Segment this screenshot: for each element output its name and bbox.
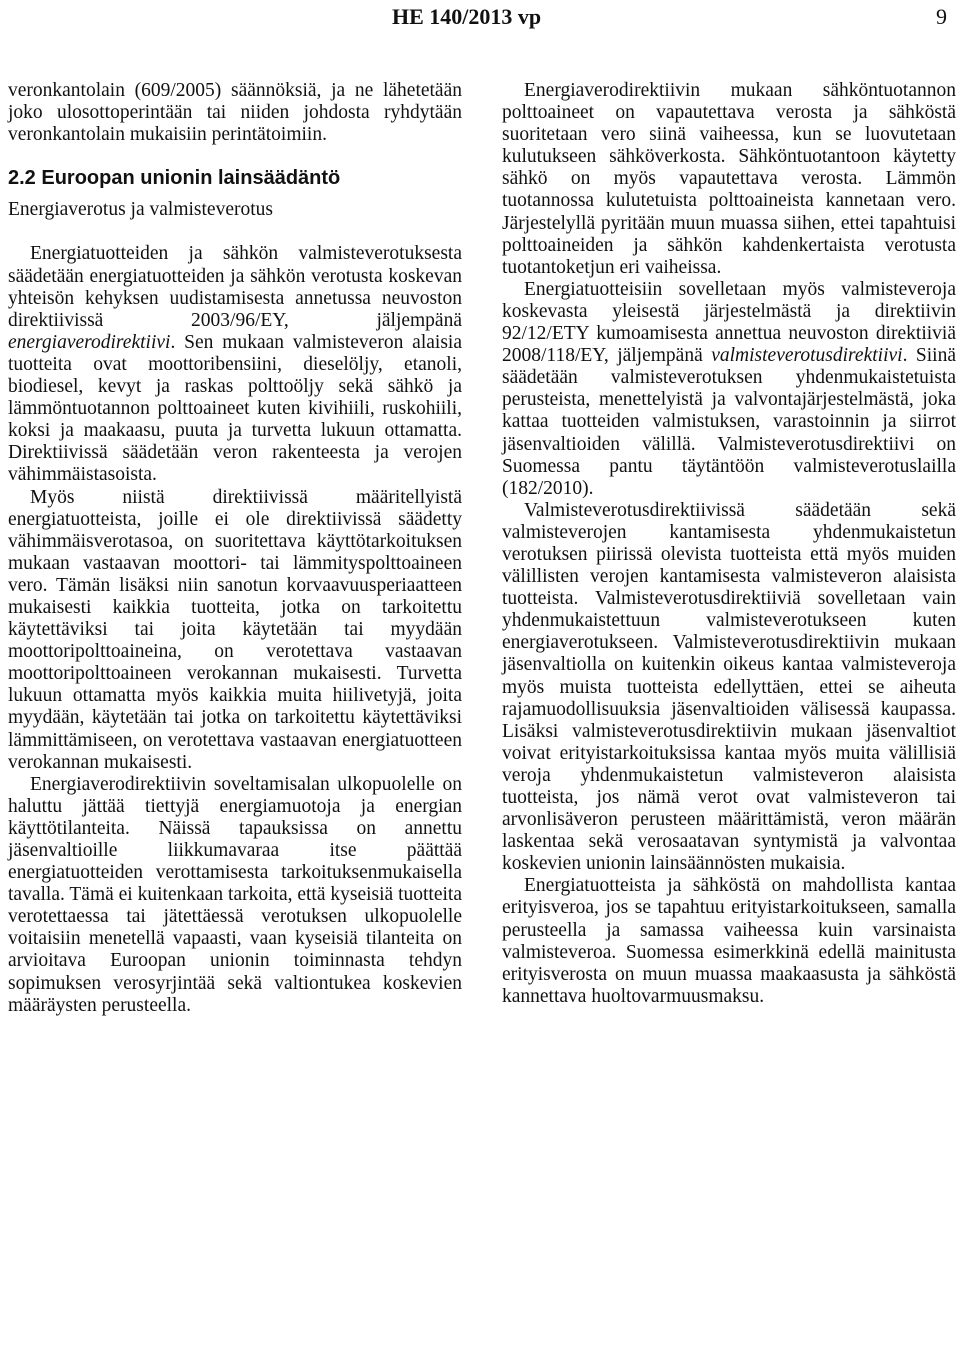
- paragraph-scope: Energiaverodirektiivin soveltamisalan ulkopuolelle on haluttu jättää tiettyjä energiamuotoja ja energian käyttötilanteita. Näissä tapauksissa on annettu jäsenvaltioille liikkumavaraa itse päättää energiatuotteiden verottamisesta tarkoituksenmukaisella tavalla. Tämä ei kuitenkaan tarkoita, että kyseisiä tuotteita verotettaessa tai jätettäessä verotuksen ulkopuolelle voitaisiin menetellä vapaasti, vaan kyseisiä tilanteita on arvioitava Euroopan unionin toiminnasta tehdyn sopimuksen verosyrjintää sekä valtiontukea koskevien määräysten perusteella.: [8, 773, 462, 1016]
- intro-paragraph: veronkantolain (609/2005) säännöksiä, ja ne lähetetään joko ulosottoperintään tai niiden johdosta ryhdytään veronkantolain mukaisiin perintätoimiin.: [8, 80, 462, 146]
- paragraph-text: . Sen mukaan valmisteveron alaisia tuotteita ovat moottoribensiini, dieselöljy, etanoli, biodiesel, kevyt ja raskas polttoöljy sekä sähkö ja lämmöntuotannon polttoaineet kuten kivihiili, ruskohiili, koksi ja maakaasu, puuta ja turvetta lukuun ottamatta. Direktiivissä säädetään veron rakenteesta ja verojen vähimmäistasoista.: [8, 331, 462, 486]
- document-id: HE 140/2013 vp: [392, 4, 542, 29]
- defined-term: valmisteverotusdirektiivi: [711, 345, 903, 367]
- page-header: [0, 0, 960, 40]
- paragraph-text: Energiatuotteiden ja sähkön valmisteverotuksesta säädetään energiatuotteiden ja sähkön verotusta koskevan yhteisön kehyksen uudistamisesta annetussa neuvoston direktiivissä 2003/96/EY, jäljempänä: [8, 243, 462, 331]
- paragraph-electricity: Energiaverodirektiivin mukaan sähköntuotannon polttoaineet on vapautettava verosta ja sähköstä suoritetaan vero siinä vaiheessa, kun se luovutetaan kulutukseen sähköverkosta. Sähköntuotantoon käytetty sähkö on myös vapautettava verosta. Lämmön tuotannossa kulutetuista polttoaineista kannetaan vero. Järjestelyllä pyritään muun muassa siihen, ettei tapahtuisi polttoaineiden ja sähkön kahdenkertaista verotusta tuotantoketjun eri vaiheissa.: [502, 80, 956, 278]
- paragraph-energy-directive: [8, 243, 462, 486]
- defined-term: energiaverodirektiivi: [8, 331, 171, 353]
- paragraph-text: . Siinä säädetään valmisteverotuksen yhdenmukaistetuista perusteista, menettelyistä ja valvontajärjestelmästä, joka kattaa tuotteiden valmistuksen, varastoinnin ja siirrot jäsenvaltioiden välillä. Valmisteverotusdirektiivi on Suomessa pantu täytäntöön valmisteverotuslailla (182/2010).: [502, 345, 956, 499]
- section-heading: 2.2 Euroopan unionin lainsäädäntö: [8, 167, 341, 190]
- left-column: [8, 80, 462, 1017]
- paragraph-substitution-principle: Myös niistä direktiivissä määritellyistä energiatuotteista, joille ei ole direktiivissä säädetty vähimmäisverotasoa, on suoritettava käyttötarkoituksen mukaan vastaavan moottori- tai lämmityspolttoaineen vero. Tämän lisäksi niin sanotun korvaavuusperiaatteen mukaisesti kaikkia tuotteita, jotka on tarkoitettu käytettäviksi tai joita käytetään tai myydään moottoripolttoaineina, on verotettava vastaavan moottoripolttoaineen verokannan mukaisesti. Turvetta lukuun ottamatta myös kaikkia muita hiilivetyjä, joita myydään, käytetään tai jotka on tarkoitettu käytettäviksi lämmittämiseen, on verotettava vastaavan energiatuotteen verokannan mukaisesti.: [8, 486, 462, 773]
- paragraph-excise-directive: [502, 279, 956, 500]
- right-column: [502, 80, 956, 1008]
- paragraph-text: Energiatuotteisiin sovelletaan myös valmisteveroja koskevasta yleisestä järjestelmästä ja direktiivin 92/12/ETY kumoamisesta annettua neuvoston direktiiviä 2008/118/EY, jäljempänä: [502, 278, 956, 367]
- page-number: 9: [936, 4, 947, 29]
- paragraph-special-tax: Energiatuotteista ja sähköstä on mahdollista kantaa erityisveroa, jos se tapahtuu erityistarkoitukseen, samalla perusteella ja samassa vaiheessa kuin varsinaista valmisteveroa. Suomessa esimerkkinä edellä mainitusta erityisverosta on muun muassa maakaasusta ja sähköstä kannettava huoltovarmuusmaksu.: [502, 875, 956, 1007]
- paragraph-excise-scope: Valmisteverotusdirektiivissä säädetään sekä valmisteverojen kantamisesta yhdenmukaistetun verotuksen piirissä olevista tuotteista että myös muiden välillisten verojen kantamisesta valmisteveron alaisista tuotteista. Valmisteverotusdirektiiviä sovelletaan vain yhdenmukaistettuun valmisteverotukseen kuten energiaverotukseen. Valmisteverotusdirektiivin mukaan jäsenvaltiolla on kuitenkin oikeus kantaa valmisteveroja myös muista tuotteista edellyttäen, ettei se aiheuta rajamuodollisuuksia jäsenvaltioiden välisessä kaupassa. Lisäksi valmisteverotusdirektiivin mukaan jäsenvaltiot voivat erityistarkoituksissa kantaa myös muita välillisiä veroja yhdenmukaistetun valmisteveron alaisista tuotteista, jos nämä verot ovat valmisteveron tai arvonlisäveron perusteen määrittämistä, veron määrän laskentaa sekä verosaatavan syntymistä ja valvontaa koskevien unionin lainsäännösten mukaisia.: [502, 499, 956, 875]
- subsection-heading: Energiaverotus ja valmisteverotus: [8, 199, 273, 221]
